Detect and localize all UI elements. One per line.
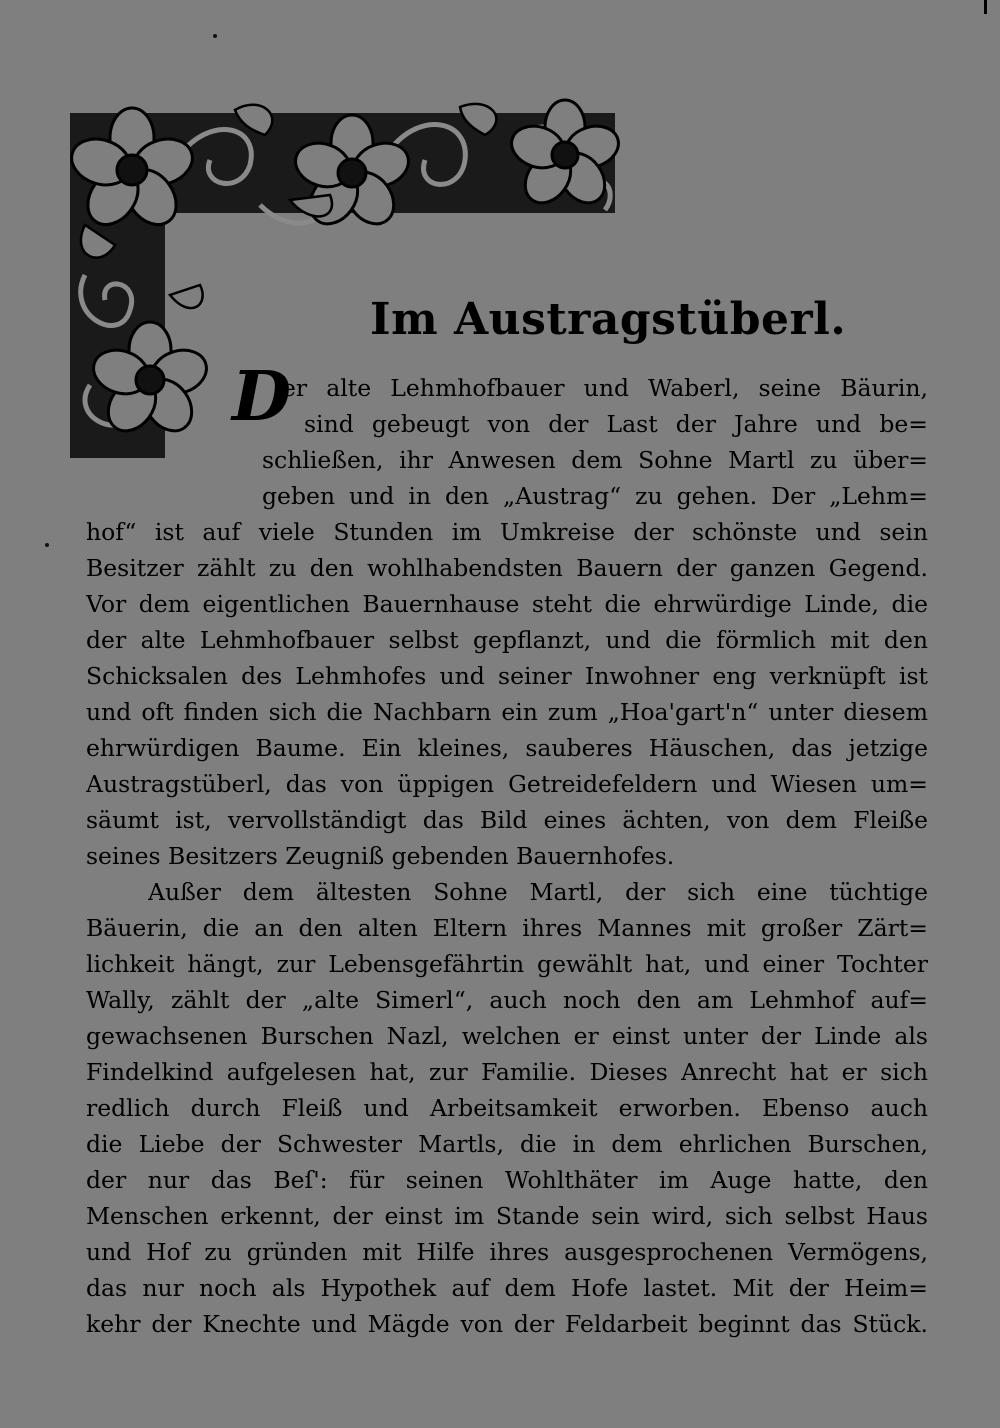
text-line: gewachsenen Burschen Nazl, welchen er einst unter der Linde als xyxy=(86,1022,928,1050)
text-line: lichkeit hängt, zur Lebensgefährtin gewählt hat, und einer Tochter xyxy=(86,950,928,978)
page-edge-mark xyxy=(984,0,987,14)
text-line: sind gebeugt von der Last der Jahre und be= xyxy=(304,410,928,438)
text-line: Besitzer zählt zu den wohlhabendsten Bauern der ganzen Gegend. xyxy=(86,554,928,582)
text-line: die Liebe der Schwester Martls, die in dem ehrlichen Burschen, xyxy=(86,1130,928,1158)
text-line: seines Besitzers Zeugniß gebenden Bauernhofes. xyxy=(86,842,675,870)
text-line: ehrwürdigen Baume. Ein kleines, sauberes Häuschen, das jetzige xyxy=(86,734,928,762)
text-line: geben und in den „Austrag“ zu gehen. Der „Lehm= xyxy=(262,482,928,510)
drop-cap: D xyxy=(232,357,291,437)
ink-speck xyxy=(213,34,217,38)
text-line: redlich durch Fleiß und Arbeitsamkeit erworben. Ebenso auch xyxy=(86,1094,928,1122)
text-line: Vor dem eigentlichen Bauernhause steht die ehrwürdige Linde, die xyxy=(86,590,928,618)
text-line: hof“ ist auf viele Stunden im Umkreise der schönste und sein xyxy=(86,518,928,546)
text-line: und Hof zu gründen mit Hilfe ihres ausgesprochenen Vermögens, xyxy=(86,1238,928,1266)
ink-speck xyxy=(45,543,49,547)
text-line: schließen, ihr Anwesen dem Sohne Martl zu über= xyxy=(262,446,928,474)
text-line: Außer dem ältesten Sohne Martl, der sich eine tüchtige xyxy=(148,878,928,906)
text-line: Austragstüberl, das von üppigen Getreidefeldern und Wiesen um= xyxy=(86,770,928,798)
text-line: säumt ist, vervollständigt das Bild eines ächten, von dem Fleiße xyxy=(86,806,928,834)
text-line: und oft finden sich die Nachbarn ein zum „Hoa'gart'n“ unter diesem xyxy=(86,698,928,726)
text-line: Wally, zählt der „alte Simerl“, auch noch den am Lehmhof auf= xyxy=(86,986,928,1014)
text-line: das nur noch als Hypothek auf dem Hofe lastet. Mit der Heim= xyxy=(86,1274,928,1302)
text-line: kehr der Knechte und Mägde von der Feldarbeit beginnt das Stück. xyxy=(86,1310,928,1338)
text-line: Menschen erkennt, der einst im Stande sein wird, sich selbst Haus xyxy=(86,1202,928,1230)
text-line: der nur das Beſ': für seinen Wohlthäter im Auge hatte, den xyxy=(86,1166,928,1194)
text-line: er alte Lehmhofbauer und Waberl, seine Bäurin, xyxy=(282,374,928,402)
text-line: Schicksalen des Lehmhofes und seiner Inwohner eng verknüpft ist xyxy=(86,662,928,690)
text-line: Findelkind aufgelesen hat, zur Familie. Dieses Anrecht hat er sich xyxy=(86,1058,928,1086)
text-line: der alte Lehmhofbauer selbst gepflanzt, und die förmlich mit den xyxy=(86,626,928,654)
page-title: Im Austragstüberl. xyxy=(370,294,847,345)
text-line: Bäuerin, die an den alten Eltern ihres Mannes mit großer Zärt= xyxy=(86,914,928,942)
